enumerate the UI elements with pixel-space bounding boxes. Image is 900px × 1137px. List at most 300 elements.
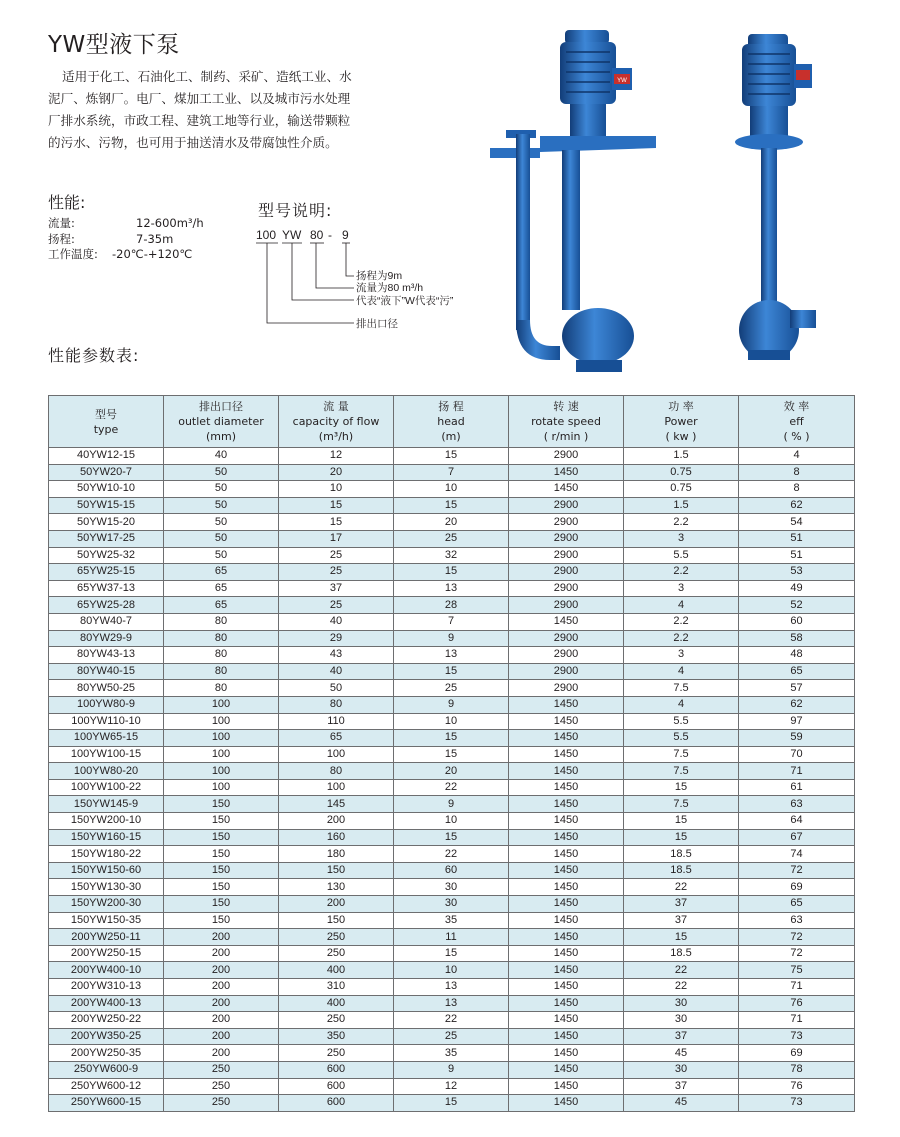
- column-header-line: Power: [664, 415, 698, 428]
- table-cell-capacity-of-flow: 25: [279, 597, 394, 614]
- table-cell-outlet-diameter: 250: [164, 1078, 279, 1095]
- column-header-line: (m): [441, 430, 461, 443]
- table-cell-capacity-of-flow: 65: [279, 730, 394, 747]
- table-row: [49, 896, 855, 913]
- table-cell-rotate-speed: 1450: [509, 696, 624, 713]
- table-row: [49, 564, 855, 581]
- table-cell-head: 20: [394, 514, 509, 531]
- table-cell-outlet-diameter: 150: [164, 796, 279, 813]
- table-cell-efficiency: 97: [739, 713, 855, 730]
- table-cell-capacity-of-flow: 25: [279, 547, 394, 564]
- table-cell-rotate-speed: 2900: [509, 597, 624, 614]
- table-cell-efficiency: 63: [739, 912, 855, 929]
- table-cell-efficiency: 72: [739, 862, 855, 879]
- model-leader-lines: [256, 243, 354, 323]
- pump-right-icon: [735, 34, 816, 360]
- table-cell-outlet-diameter: 250: [164, 1061, 279, 1078]
- table-cell-efficiency: 71: [739, 763, 855, 780]
- table-cell-power: 2.2: [624, 613, 739, 630]
- table-cell-capacity-of-flow: 350: [279, 1028, 394, 1045]
- model-note-outlet: 排出口径: [356, 318, 398, 330]
- model-note-head: 扬程为9m: [356, 270, 403, 282]
- column-header-line: (m³/h): [318, 430, 354, 443]
- spec-flow: [48, 216, 204, 230]
- pump-left-icon: [490, 30, 656, 372]
- table-row: [49, 481, 855, 498]
- column-header-line: ( kw ): [665, 430, 697, 443]
- table-cell-capacity-of-flow: 250: [279, 1012, 394, 1029]
- table-cell-head: 35: [394, 1045, 509, 1062]
- table-cell-type: 150YW150-60: [49, 862, 164, 879]
- table-cell-type: 80YW40-15: [49, 663, 164, 680]
- table-cell-power: 45: [624, 1095, 739, 1112]
- table-cell-capacity-of-flow: 150: [279, 912, 394, 929]
- table-cell-rotate-speed: 2900: [509, 663, 624, 680]
- table-cell-efficiency: 48: [739, 647, 855, 664]
- table-cell-head: 35: [394, 912, 509, 929]
- table-cell-outlet-diameter: 150: [164, 896, 279, 913]
- table-cell-outlet-diameter: 65: [164, 564, 279, 581]
- table-cell-type: 80YW43-13: [49, 647, 164, 664]
- table-cell-outlet-diameter: 200: [164, 962, 279, 979]
- table-cell-capacity-of-flow: 15: [279, 514, 394, 531]
- table-cell-type: 150YW200-10: [49, 813, 164, 830]
- table-cell-head: 28: [394, 597, 509, 614]
- table-cell-efficiency: 61: [739, 779, 855, 796]
- column-header-efficiency: [739, 396, 855, 448]
- pump-badge-left: YW: [617, 78, 627, 84]
- table-cell-head: 10: [394, 713, 509, 730]
- table-cell-capacity-of-flow: 400: [279, 995, 394, 1012]
- table-cell-type: 200YW250-15: [49, 945, 164, 962]
- table-cell-efficiency: 76: [739, 1078, 855, 1095]
- table-cell-head: 25: [394, 1028, 509, 1045]
- table-cell-rotate-speed: 1450: [509, 829, 624, 846]
- table-cell-efficiency: 62: [739, 497, 855, 514]
- table-row: [49, 547, 855, 564]
- table-cell-head: 13: [394, 647, 509, 664]
- table-cell-capacity-of-flow: 50: [279, 680, 394, 697]
- table-row: [49, 1045, 855, 1062]
- table-cell-power: 15: [624, 929, 739, 946]
- table-cell-type: 250YW600-9: [49, 1061, 164, 1078]
- table-cell-rotate-speed: 1450: [509, 813, 624, 830]
- table-cell-outlet-diameter: 200: [164, 995, 279, 1012]
- table-cell-rotate-speed: 2900: [509, 630, 624, 647]
- spec-head-value: 7-35m: [136, 232, 174, 246]
- table-cell-capacity-of-flow: 150: [279, 862, 394, 879]
- table-cell-efficiency: 73: [739, 1095, 855, 1112]
- table-cell-rotate-speed: 1450: [509, 730, 624, 747]
- table-cell-efficiency: 78: [739, 1061, 855, 1078]
- table-cell-efficiency: 70: [739, 746, 855, 763]
- table-cell-type: 100YW100-22: [49, 779, 164, 796]
- table-cell-efficiency: 8: [739, 464, 855, 481]
- table-cell-outlet-diameter: 250: [164, 1095, 279, 1112]
- table-cell-type: 200YW250-22: [49, 1012, 164, 1029]
- table-cell-efficiency: 4: [739, 448, 855, 465]
- table-cell-head: 12: [394, 1078, 509, 1095]
- table-cell-efficiency: 69: [739, 879, 855, 896]
- table-cell-power: 22: [624, 979, 739, 996]
- table-cell-capacity-of-flow: 29: [279, 630, 394, 647]
- model-part-dash: -: [328, 228, 332, 242]
- table-cell-type: 50YW15-15: [49, 497, 164, 514]
- table-cell-rotate-speed: 1450: [509, 464, 624, 481]
- table-cell-efficiency: 54: [739, 514, 855, 531]
- column-header-line: eff: [789, 415, 804, 428]
- table-cell-head: 7: [394, 464, 509, 481]
- table-cell-power: 7.5: [624, 680, 739, 697]
- table-cell-type: 50YW20-7: [49, 464, 164, 481]
- table-row: [49, 680, 855, 697]
- table-cell-efficiency: 62: [739, 696, 855, 713]
- model-part-flow: 80: [310, 228, 324, 242]
- table-cell-rotate-speed: 1450: [509, 779, 624, 796]
- table-cell-type: 50YW10-10: [49, 481, 164, 498]
- spec-temperature-label: 工作温度:: [48, 247, 98, 261]
- table-cell-rotate-speed: 1450: [509, 1045, 624, 1062]
- table-cell-power: 37: [624, 896, 739, 913]
- table-cell-efficiency: 64: [739, 813, 855, 830]
- table-cell-capacity-of-flow: 80: [279, 763, 394, 780]
- table-cell-head: 15: [394, 746, 509, 763]
- table-cell-type: 100YW65-15: [49, 730, 164, 747]
- table-cell-head: 32: [394, 547, 509, 564]
- table-cell-outlet-diameter: 80: [164, 663, 279, 680]
- table-row: [49, 1078, 855, 1095]
- table-cell-type: 50YW15-20: [49, 514, 164, 531]
- table-cell-power: 0.75: [624, 481, 739, 498]
- column-header-line: 效 率: [783, 400, 810, 413]
- table-row: [49, 514, 855, 531]
- table-cell-rotate-speed: 1450: [509, 713, 624, 730]
- table-cell-efficiency: 69: [739, 1045, 855, 1062]
- model-part-head: 9: [342, 228, 349, 242]
- table-cell-head: 30: [394, 896, 509, 913]
- table-cell-capacity-of-flow: 160: [279, 829, 394, 846]
- table-cell-head: 10: [394, 962, 509, 979]
- table-cell-power: 22: [624, 879, 739, 896]
- table-cell-outlet-diameter: 200: [164, 1028, 279, 1045]
- table-row: [49, 846, 855, 863]
- table-cell-outlet-diameter: 65: [164, 580, 279, 597]
- table-cell-power: 30: [624, 995, 739, 1012]
- table-cell-power: 5.5: [624, 547, 739, 564]
- table-cell-type: 50YW25-32: [49, 547, 164, 564]
- table-cell-capacity-of-flow: 250: [279, 929, 394, 946]
- model-part-size: 100: [256, 228, 277, 242]
- table-cell-head: 22: [394, 1012, 509, 1029]
- table-cell-efficiency: 60: [739, 613, 855, 630]
- intro-paragraph: 适用于化工、石油化工、制药、采矿、造纸工业、水泥厂、炼钢厂。电厂、煤加工工业、以及城市污水处理厂排水系统，市政工程、建筑工地等行业，输送带颗粒的污水、污物，也可用于抽送清水及带腐蚀性介质。: [48, 69, 352, 150]
- table-cell-capacity-of-flow: 80: [279, 696, 394, 713]
- table-header-row: [49, 396, 855, 448]
- table-cell-head: 30: [394, 879, 509, 896]
- table-cell-capacity-of-flow: 37: [279, 580, 394, 597]
- table-cell-efficiency: 74: [739, 846, 855, 863]
- table-cell-rotate-speed: 1450: [509, 1095, 624, 1112]
- model-part-series: YW: [282, 228, 302, 242]
- table-cell-rotate-speed: 1450: [509, 1028, 624, 1045]
- table-cell-capacity-of-flow: 200: [279, 813, 394, 830]
- table-cell-rotate-speed: 1450: [509, 896, 624, 913]
- table-row: [49, 713, 855, 730]
- table-cell-efficiency: 76: [739, 995, 855, 1012]
- table-row: [49, 779, 855, 796]
- table-cell-power: 2.2: [624, 564, 739, 581]
- column-header-line: ( % ): [783, 430, 810, 443]
- column-header-line: (mm): [205, 430, 236, 443]
- table-cell-efficiency: 53: [739, 564, 855, 581]
- table-cell-power: 4: [624, 663, 739, 680]
- table-cell-efficiency: 51: [739, 547, 855, 564]
- table-cell-type: 100YW110-10: [49, 713, 164, 730]
- table-cell-head: 9: [394, 696, 509, 713]
- model-note-series: 代表“液下”W代表“污”: [356, 295, 454, 307]
- table-cell-rotate-speed: 2900: [509, 530, 624, 547]
- table-cell-type: 250YW600-12: [49, 1078, 164, 1095]
- table-cell-efficiency: 63: [739, 796, 855, 813]
- table-cell-head: 10: [394, 481, 509, 498]
- spec-head-label: 扬程:: [48, 232, 75, 246]
- table-cell-power: 15: [624, 829, 739, 846]
- column-header-line: 转 速: [553, 400, 579, 413]
- table-cell-capacity-of-flow: 180: [279, 846, 394, 863]
- table-cell-efficiency: 65: [739, 663, 855, 680]
- table-cell-rotate-speed: 1450: [509, 995, 624, 1012]
- table-cell-rotate-speed: 1450: [509, 1061, 624, 1078]
- table-cell-type: 40YW12-15: [49, 448, 164, 465]
- table-cell-rotate-speed: 2900: [509, 547, 624, 564]
- table-cell-efficiency: 67: [739, 829, 855, 846]
- table-cell-head: 11: [394, 929, 509, 946]
- table-cell-efficiency: 49: [739, 580, 855, 597]
- table-cell-rotate-speed: 1450: [509, 1078, 624, 1095]
- performance-heading: 性能:: [48, 193, 86, 212]
- table-cell-capacity-of-flow: 15: [279, 497, 394, 514]
- column-header-line: rotate speed: [531, 415, 601, 428]
- column-header-line: ( r/min ): [543, 430, 589, 443]
- table-row: [49, 580, 855, 597]
- table-row: [49, 912, 855, 929]
- table-cell-head: 15: [394, 663, 509, 680]
- table-row: [49, 796, 855, 813]
- table-cell-rotate-speed: 1450: [509, 979, 624, 996]
- table-row: [49, 746, 855, 763]
- table-cell-outlet-diameter: 100: [164, 779, 279, 796]
- table-cell-outlet-diameter: 200: [164, 1012, 279, 1029]
- column-header-line: 扬 程: [438, 400, 464, 413]
- table-cell-efficiency: 59: [739, 730, 855, 747]
- column-header-line: 功 率: [668, 400, 694, 413]
- table-cell-head: 13: [394, 979, 509, 996]
- table-cell-outlet-diameter: 150: [164, 912, 279, 929]
- table-cell-power: 5.5: [624, 730, 739, 747]
- table-cell-rotate-speed: 1450: [509, 1012, 624, 1029]
- table-cell-capacity-of-flow: 100: [279, 746, 394, 763]
- table-cell-power: 1.5: [624, 497, 739, 514]
- table-cell-power: 30: [624, 1012, 739, 1029]
- table-row: [49, 1095, 855, 1112]
- table-row: [49, 1061, 855, 1078]
- table-cell-head: 15: [394, 829, 509, 846]
- table-cell-capacity-of-flow: 25: [279, 564, 394, 581]
- table-cell-power: 3: [624, 580, 739, 597]
- table-cell-power: 18.5: [624, 945, 739, 962]
- table-cell-type: 200YW250-11: [49, 929, 164, 946]
- table-cell-head: 15: [394, 730, 509, 747]
- table-cell-capacity-of-flow: 130: [279, 879, 394, 896]
- table-cell-outlet-diameter: 200: [164, 979, 279, 996]
- table-cell-efficiency: 72: [739, 945, 855, 962]
- table-cell-rotate-speed: 2900: [509, 497, 624, 514]
- table-cell-type: 100YW80-20: [49, 763, 164, 780]
- table-row: [49, 647, 855, 664]
- table-cell-rotate-speed: 1450: [509, 879, 624, 896]
- table-cell-power: 7.5: [624, 746, 739, 763]
- table-cell-capacity-of-flow: 250: [279, 945, 394, 962]
- table-cell-outlet-diameter: 65: [164, 597, 279, 614]
- table-cell-power: 5.5: [624, 713, 739, 730]
- table-row: [49, 995, 855, 1012]
- table-cell-type: 65YW37-13: [49, 580, 164, 597]
- table-cell-efficiency: 75: [739, 962, 855, 979]
- table-cell-efficiency: 65: [739, 896, 855, 913]
- table-cell-head: 15: [394, 497, 509, 514]
- table-cell-type: 80YW50-25: [49, 680, 164, 697]
- table-cell-type: 150YW145-9: [49, 796, 164, 813]
- table-cell-power: 15: [624, 813, 739, 830]
- table-cell-outlet-diameter: 150: [164, 846, 279, 863]
- table-cell-type: 200YW400-13: [49, 995, 164, 1012]
- table-cell-efficiency: 71: [739, 1012, 855, 1029]
- table-cell-outlet-diameter: 80: [164, 680, 279, 697]
- table-row: [49, 497, 855, 514]
- table-cell-outlet-diameter: 200: [164, 1045, 279, 1062]
- table-cell-type: 150YW130-30: [49, 879, 164, 896]
- table-heading: 性能参数表:: [48, 346, 140, 365]
- column-header-power: [624, 396, 739, 448]
- table-cell-power: 37: [624, 912, 739, 929]
- model-note-flow: 流量为80 m³/h: [356, 282, 424, 294]
- table-cell-type: 150YW200-30: [49, 896, 164, 913]
- table-cell-head: 9: [394, 1061, 509, 1078]
- table-cell-outlet-diameter: 150: [164, 829, 279, 846]
- table-cell-outlet-diameter: 100: [164, 713, 279, 730]
- table-cell-outlet-diameter: 50: [164, 464, 279, 481]
- table-cell-type: 200YW350-25: [49, 1028, 164, 1045]
- table-cell-type: 150YW150-35: [49, 912, 164, 929]
- table-cell-power: 37: [624, 1028, 739, 1045]
- table-row: [49, 663, 855, 680]
- table-row: [49, 962, 855, 979]
- table-cell-head: 9: [394, 796, 509, 813]
- table-cell-type: 65YW25-28: [49, 597, 164, 614]
- table-cell-capacity-of-flow: 40: [279, 663, 394, 680]
- table-cell-head: 25: [394, 680, 509, 697]
- page-title: YW型液下泵: [48, 32, 180, 58]
- table-cell-rotate-speed: 2900: [509, 580, 624, 597]
- table-cell-rotate-speed: 1450: [509, 746, 624, 763]
- table-cell-rotate-speed: 1450: [509, 862, 624, 879]
- spec-flow-label: 流量:: [48, 216, 75, 230]
- table-cell-efficiency: 58: [739, 630, 855, 647]
- table-cell-type: 100YW100-15: [49, 746, 164, 763]
- table-cell-head: 15: [394, 564, 509, 581]
- column-header-type: [49, 396, 164, 448]
- table-row: [49, 862, 855, 879]
- spec-head: [48, 232, 174, 246]
- table-cell-power: 22: [624, 962, 739, 979]
- table-cell-rotate-speed: 1450: [509, 846, 624, 863]
- spec-table: [48, 395, 855, 1112]
- table-cell-type: 150YW180-22: [49, 846, 164, 863]
- table-cell-power: 2.2: [624, 514, 739, 531]
- table-cell-power: 30: [624, 1061, 739, 1078]
- table-row: [49, 829, 855, 846]
- table-cell-outlet-diameter: 50: [164, 530, 279, 547]
- table-cell-rotate-speed: 1450: [509, 796, 624, 813]
- table-cell-rotate-speed: 1450: [509, 962, 624, 979]
- table-cell-head: 7: [394, 613, 509, 630]
- table-cell-rotate-speed: 2900: [509, 680, 624, 697]
- table-row: [49, 979, 855, 996]
- table-row: [49, 597, 855, 614]
- table-row: [49, 696, 855, 713]
- table-row: [49, 945, 855, 962]
- table-cell-power: 45: [624, 1045, 739, 1062]
- table-cell-rotate-speed: 2900: [509, 564, 624, 581]
- table-cell-outlet-diameter: 200: [164, 945, 279, 962]
- table-cell-capacity-of-flow: 200: [279, 896, 394, 913]
- table-cell-power: 2.2: [624, 630, 739, 647]
- table-cell-power: 18.5: [624, 846, 739, 863]
- table-cell-power: 7.5: [624, 796, 739, 813]
- table-cell-capacity-of-flow: 600: [279, 1061, 394, 1078]
- table-cell-efficiency: 8: [739, 481, 855, 498]
- table-cell-type: 200YW250-35: [49, 1045, 164, 1062]
- table-cell-power: 0.75: [624, 464, 739, 481]
- table-cell-head: 22: [394, 846, 509, 863]
- column-header-line: 流 量: [323, 400, 349, 413]
- table-row: [49, 630, 855, 647]
- table-cell-outlet-diameter: 80: [164, 613, 279, 630]
- table-row: [49, 1028, 855, 1045]
- table-cell-rotate-speed: 1450: [509, 481, 624, 498]
- table-row: [49, 879, 855, 896]
- spec-temperature: [48, 247, 193, 261]
- table-cell-outlet-diameter: 100: [164, 763, 279, 780]
- table-cell-rotate-speed: 1450: [509, 613, 624, 630]
- table-cell-head: 15: [394, 448, 509, 465]
- table-cell-efficiency: 51: [739, 530, 855, 547]
- table-cell-efficiency: 52: [739, 597, 855, 614]
- table-cell-power: 1.5: [624, 448, 739, 465]
- model-heading: 型号说明:: [258, 201, 333, 220]
- table-cell-outlet-diameter: 80: [164, 630, 279, 647]
- column-header-line: 型号: [95, 407, 117, 421]
- table-cell-outlet-diameter: 150: [164, 879, 279, 896]
- table-cell-outlet-diameter: 100: [164, 746, 279, 763]
- table-cell-capacity-of-flow: 110: [279, 713, 394, 730]
- table-cell-outlet-diameter: 50: [164, 481, 279, 498]
- table-cell-rotate-speed: 2900: [509, 514, 624, 531]
- table-cell-type: 65YW25-15: [49, 564, 164, 581]
- table-cell-outlet-diameter: 100: [164, 730, 279, 747]
- table-row: [49, 763, 855, 780]
- table-cell-capacity-of-flow: 100: [279, 779, 394, 796]
